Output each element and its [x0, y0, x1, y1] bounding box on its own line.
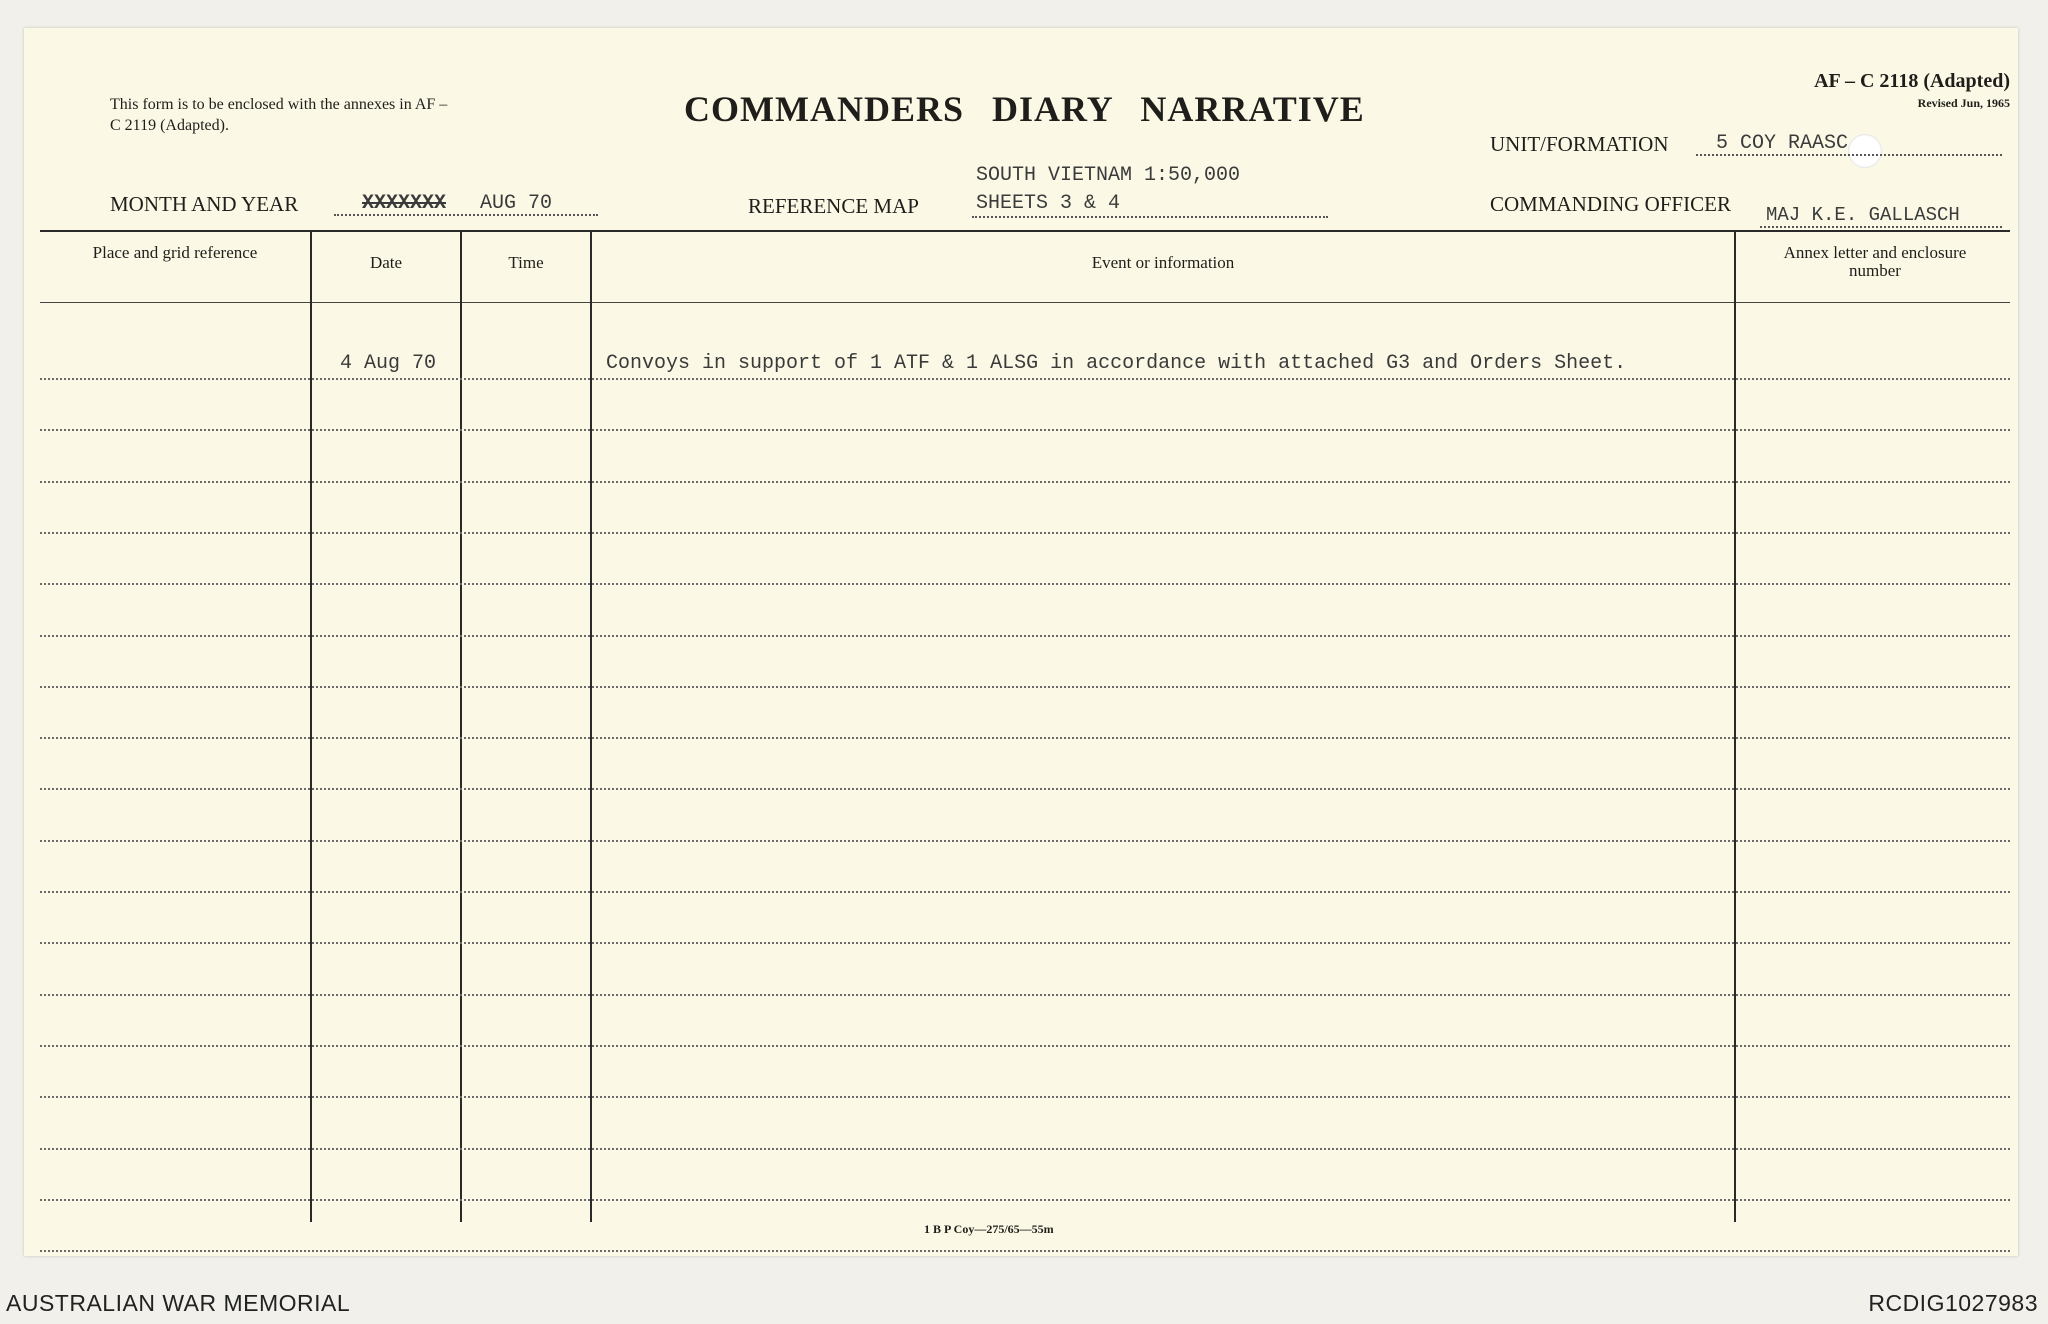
row-1-event: Convoys in support of 1 ATF & 1 ALSG in accordance with attached G3 and Orders Sheet. — [606, 352, 1627, 375]
table-ruled-line — [40, 429, 2010, 431]
printer-note: 1 B P Coy—275/65—55m — [924, 1222, 1054, 1236]
reference-map-value-line2: SHEETS 3 & 4 — [976, 192, 1121, 215]
table-ruled-line — [40, 994, 2010, 996]
column-header-time: Time — [508, 253, 544, 272]
diary-table — [40, 230, 2010, 1226]
table-ruled-line — [40, 891, 2010, 893]
table-ruled-line — [40, 942, 2010, 944]
row-1-date: 4 Aug 70 — [340, 352, 437, 375]
reference-map-value-line1: SOUTH VIETNAM 1:50,000 — [976, 164, 1241, 187]
punch-hole — [1848, 134, 1882, 168]
column-header-annex: Annex letter and enclosure number — [1783, 243, 1967, 280]
form-revised-date: Revised Jun, 1965 — [1917, 96, 2010, 110]
column-header-date: Date — [369, 253, 403, 272]
table-ruled-line — [40, 532, 2010, 534]
table-ruled-line — [40, 378, 2010, 380]
commanding-officer-line — [1760, 226, 2002, 228]
table-ruled-line — [40, 1096, 2010, 1098]
table-ruled-line — [40, 840, 2010, 842]
diary-form-sheet — [24, 28, 2018, 1256]
column-header-place: Place and grid reference — [92, 243, 258, 262]
table-ruled-line — [40, 788, 2010, 790]
table-ruled-line — [40, 737, 2010, 739]
table-ruled-line — [40, 1250, 2010, 1252]
commanding-officer-value: MAJ K.E. GALLASCH — [1766, 204, 1960, 226]
unit-formation-label: UNIT/FORMATION — [1490, 132, 1669, 156]
column-header-event: Event or information — [1091, 253, 1235, 272]
table-ruled-line — [40, 686, 2010, 688]
form-title: COMMANDERS DIARY NARRATIVE — [684, 89, 1365, 129]
form-number: AF – C 2118 (Adapted) — [1814, 70, 2010, 92]
unit-formation-value: 5 COY RAASC — [1716, 132, 1849, 155]
table-ruled-line — [40, 481, 2010, 483]
table-ruled-line — [40, 1199, 2010, 1201]
table-ruled-line — [40, 1045, 2010, 1047]
archive-source-label: AUSTRALIAN WAR MEMORIAL — [6, 1290, 351, 1316]
month-year-struck-text: XXXXXXX — [362, 192, 447, 215]
reference-map-label: REFERENCE MAP — [748, 194, 919, 218]
enclose-note: This form is to be enclosed with the annexes in AF – C 2119 (Adapted). — [110, 96, 448, 134]
table-top-rule — [40, 230, 2010, 232]
archive-id-label: RCDIG1027983 — [1868, 1290, 2038, 1316]
table-ruled-line — [40, 1148, 2010, 1150]
month-year-label: MONTH AND YEAR — [110, 192, 299, 216]
commanding-officer-label: COMMANDING OFFICER — [1490, 192, 1731, 216]
reference-map-line — [972, 216, 1328, 218]
table-ruled-line — [40, 635, 2010, 637]
month-year-value: AUG 70 — [480, 192, 553, 215]
table-ruled-line — [40, 583, 2010, 585]
table-header-rule — [40, 302, 2010, 303]
